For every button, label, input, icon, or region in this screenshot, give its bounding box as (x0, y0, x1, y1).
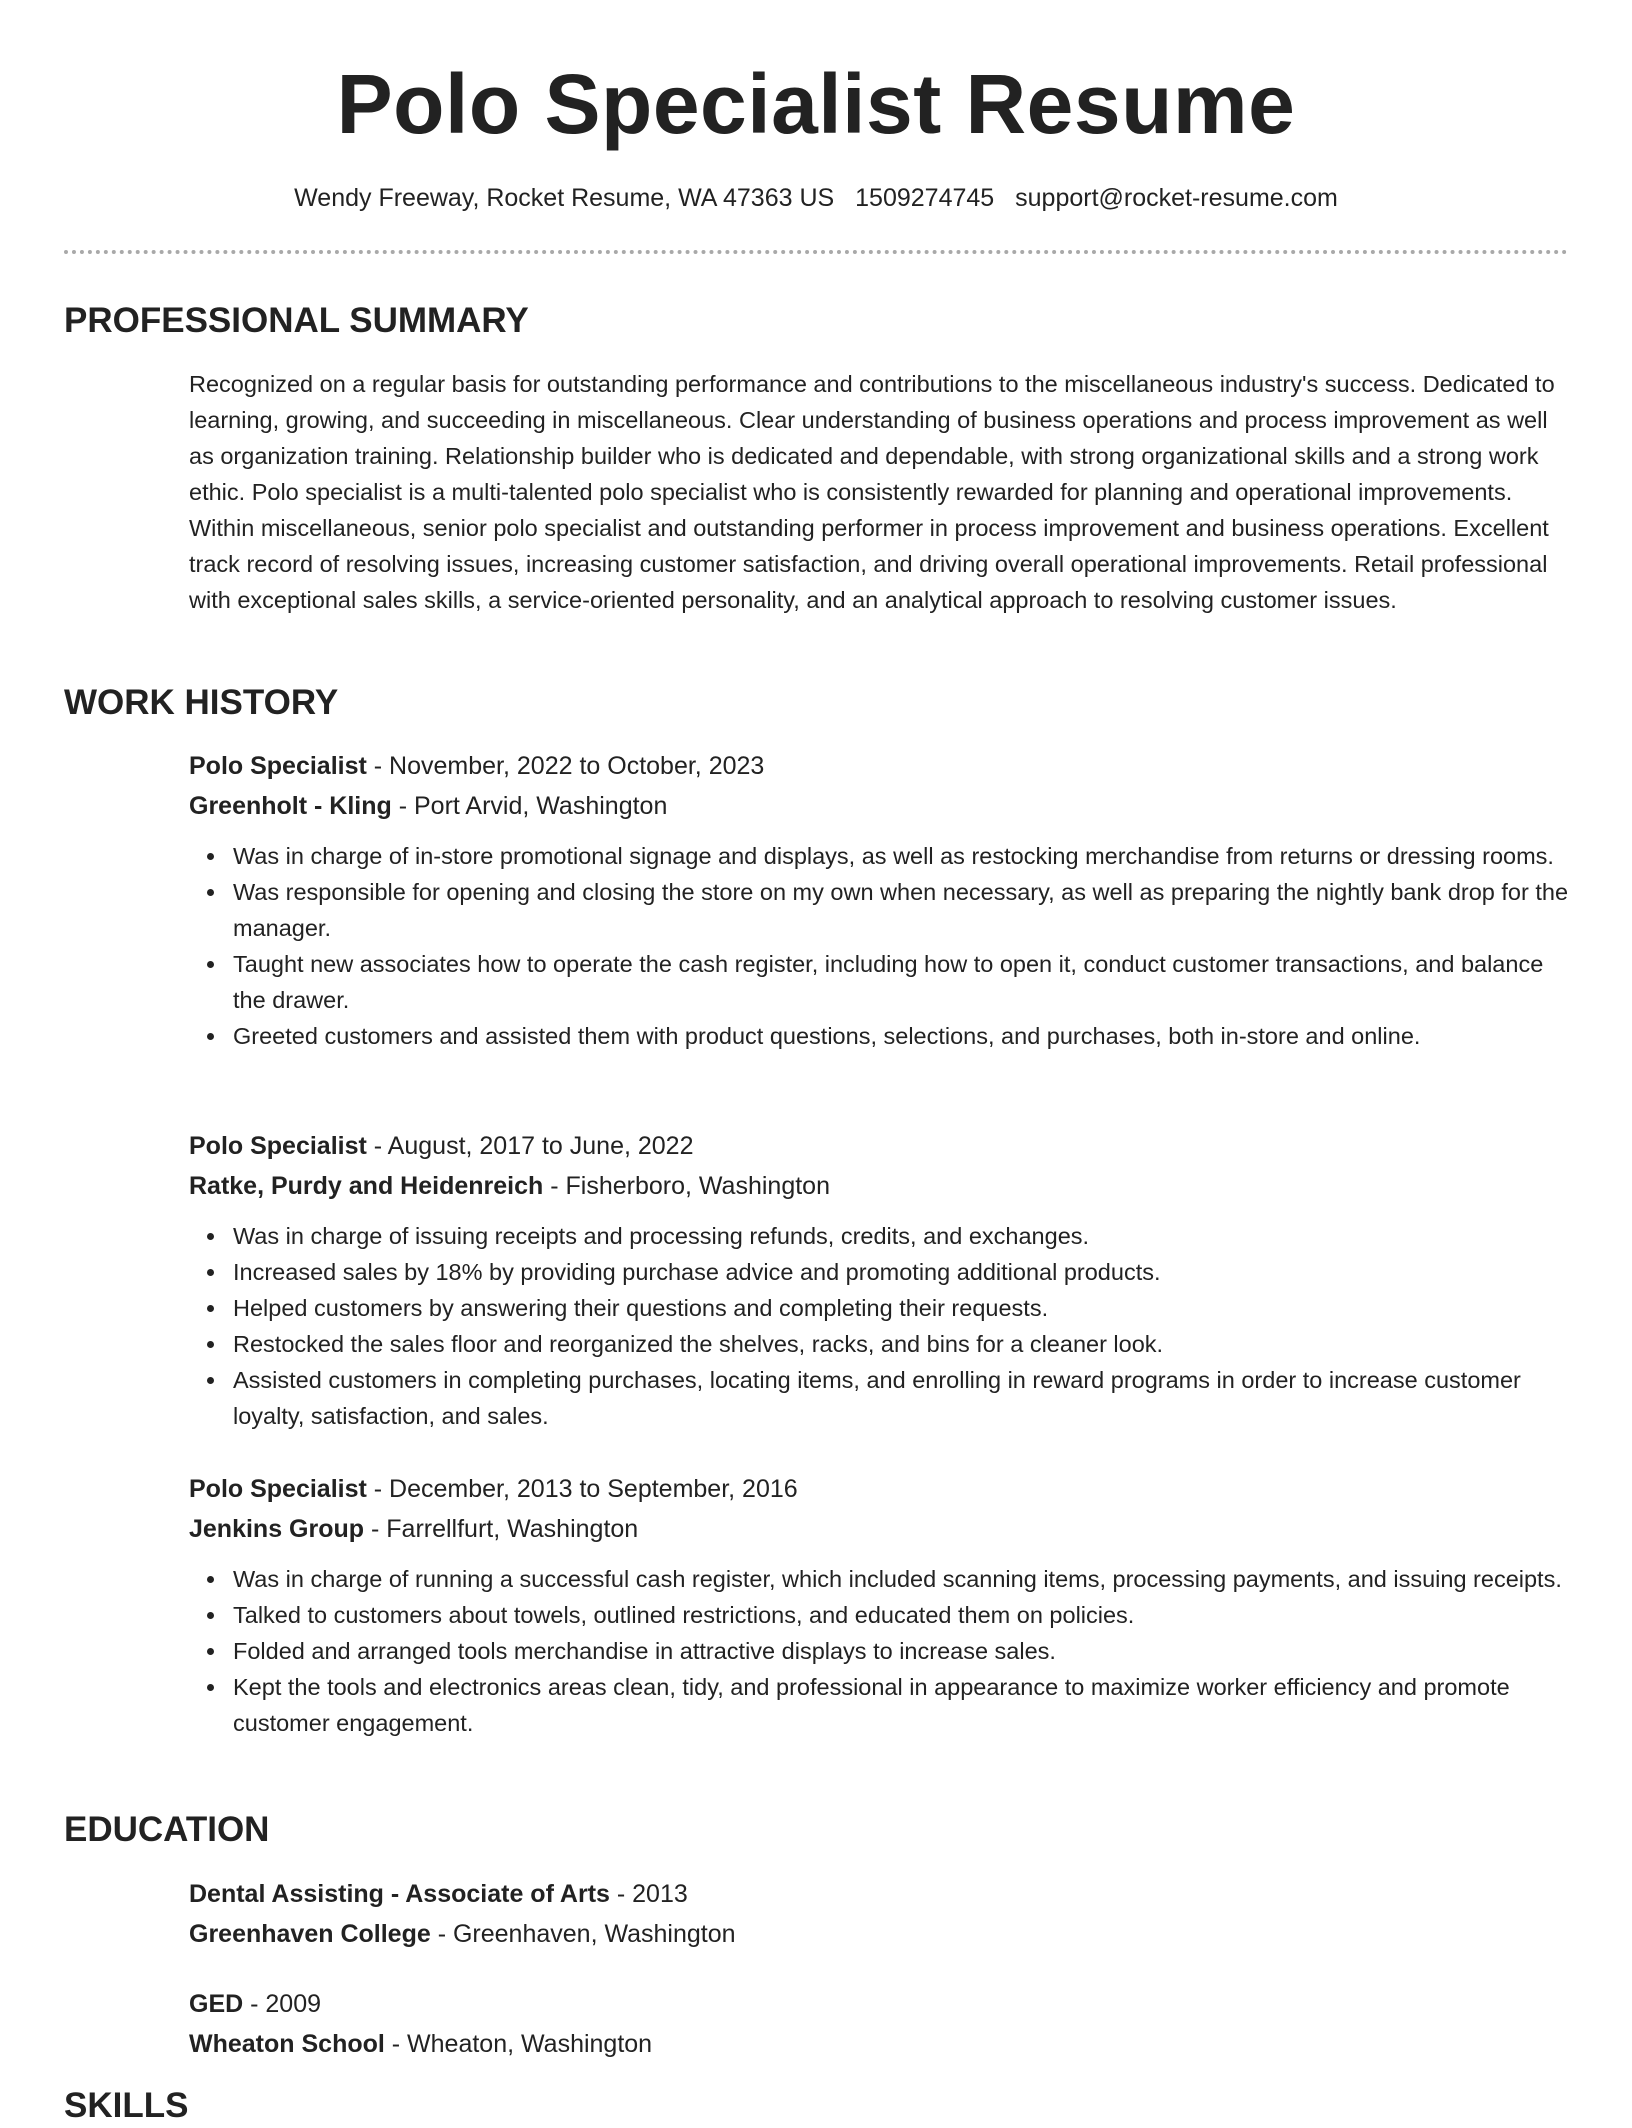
education-degree-line (189, 1984, 1569, 2024)
job-location: - Port Arvid, Washington (391, 792, 668, 820)
education-entry (189, 1874, 1569, 1954)
education-school: Greenhaven College (189, 1920, 431, 1948)
education-degree: Dental Assisting - Associate of Arts (189, 1880, 610, 1908)
job-company: Jenkins Group (189, 1515, 365, 1543)
job-bullet-text: Taught new associates how to operate the cash register, including how to open it, conduct customer transactions, and balance the drawer. (233, 951, 1544, 1013)
job-bullets (189, 1218, 1569, 1434)
job-bullet (233, 946, 1569, 1018)
education-degree: GED (189, 1990, 244, 2018)
job-company: Greenholt - Kling (189, 792, 392, 820)
contact-email: support@rocket-resume.com (1015, 184, 1338, 212)
job-title: Polo Specialist (189, 752, 367, 780)
job-bullet (233, 1597, 1569, 1633)
job-bullet-text: Helped customers by answering their questions and completing their requests. (233, 1295, 1049, 1321)
summary-heading: PROFESSIONAL SUMMARY (64, 301, 529, 340)
job-entry (189, 1126, 1569, 1434)
contact-line (0, 181, 1632, 215)
education-school: Wheaton School (189, 2030, 385, 2058)
job-bullet-text: Increased sales by 18% by providing purchase advice and promoting additional products. (233, 1259, 1161, 1285)
summary-text: Recognized on a regular basis for outstanding performance and contributions to the miscellaneous industry's success. Dedicated to learning, growing, and succeeding in miscellaneous. Clear understanding of business operations and process improvement as well as organization training. Relationship builder who is dedicated and dependable, with strong organizational skills and a strong work ethic. Polo specialist is a multi-talented polo specialist who is consistently rewarded for planning and operational improvements. Within miscellaneous, senior polo specialist and outstanding performer in process improvement and business operations. Excellent track record of resolving issues, increasing customer satisfaction, and driving overall operational improvements. Retail professional with exceptional sales skills, a service-oriented personality, and an analytical approach to resolving customer issues. (189, 371, 1555, 613)
job-bullet (233, 1362, 1569, 1434)
job-location: - Fisherboro, Washington (543, 1172, 830, 1200)
job-title-line (189, 1126, 1569, 1166)
job-bullets (189, 838, 1569, 1054)
job-bullet (233, 1561, 1569, 1597)
contact-address: Wendy Freeway, Rocket Resume, WA 47363 US (294, 184, 835, 212)
job-dates: - December, 2013 to September, 2016 (366, 1475, 798, 1503)
job-bullet-text: Kept the tools and electronics areas clean, tidy, and professional in appearance to maximize worker efficiency and promote customer engagement. (233, 1674, 1510, 1736)
job-title: Polo Specialist (189, 1475, 367, 1503)
job-bullet-text: Restocked the sales floor and reorganized the shelves, racks, and bins for a cleaner look. (233, 1331, 1164, 1357)
header-divider (64, 250, 1568, 254)
contact-phone: 1509274745 (855, 184, 995, 212)
job-bullet (233, 1326, 1569, 1362)
job-entry (189, 746, 1569, 1054)
education-year: - 2009 (243, 1990, 322, 2018)
education-heading: EDUCATION (64, 1810, 270, 1849)
job-company-line (189, 1166, 1569, 1206)
job-bullet-text: Talked to customers about towels, outlined restrictions, and educated them on policies. (233, 1602, 1135, 1628)
job-bullet (233, 1633, 1569, 1669)
job-bullet-text: Was in charge of in-store promotional signage and displays, as well as restocking merchandise from returns or dressing rooms. (233, 843, 1554, 869)
job-location: - Farrellfurt, Washington (364, 1515, 639, 1543)
job-bullet (233, 874, 1569, 946)
job-title: Polo Specialist (189, 1132, 367, 1160)
job-bullet-text: Greeted customers and assisted them with product questions, selections, and purchases, both in-store and online. (233, 1023, 1421, 1049)
job-bullet-text: Was in charge of issuing receipts and processing refunds, credits, and exchanges. (233, 1223, 1090, 1249)
education-year: - 2013 (609, 1880, 688, 1908)
job-bullet (233, 1254, 1569, 1290)
job-bullet (233, 838, 1569, 874)
education-entry (189, 1984, 1569, 2064)
job-company-line (189, 1509, 1569, 1549)
resume-title: Polo Specialist Resume (336, 57, 1296, 151)
education-school-line (189, 1914, 1569, 1954)
skills-heading: SKILLS (64, 2086, 189, 2125)
job-entry (189, 1469, 1569, 1741)
education-degree-line (189, 1874, 1569, 1914)
job-bullet-text: Was in charge of running a successful cash register, which included scanning items, processing payments, and issuing receipts. (233, 1566, 1562, 1592)
job-title-line (189, 746, 1569, 786)
job-bullet (233, 1218, 1569, 1254)
job-bullet (233, 1669, 1569, 1741)
education-school-line (189, 2024, 1569, 2064)
job-bullets (189, 1561, 1569, 1741)
job-bullet-text: Assisted customers in completing purchases, locating items, and enrolling in reward programs in order to increase customer loyalty, satisfaction, and sales. (233, 1367, 1521, 1429)
job-dates: - November, 2022 to October, 2023 (366, 752, 765, 780)
job-company: Ratke, Purdy and Heidenreich (189, 1172, 544, 1200)
job-title-line (189, 1469, 1569, 1509)
job-dates: - August, 2017 to June, 2022 (366, 1132, 694, 1160)
job-bullet (233, 1018, 1569, 1054)
job-bullet-text: Was responsible for opening and closing the store on my own when necessary, as well as preparing the nightly bank drop for the manager. (233, 879, 1569, 941)
job-bullet-text: Folded and arranged tools merchandise in attractive displays to increase sales. (233, 1638, 1056, 1664)
education-location: - Wheaton, Washington (384, 2030, 653, 2058)
job-company-line (189, 786, 1569, 826)
job-bullet (233, 1290, 1569, 1326)
work-history-heading: WORK HISTORY (64, 683, 339, 722)
education-location: - Greenhaven, Washington (430, 1920, 736, 1948)
